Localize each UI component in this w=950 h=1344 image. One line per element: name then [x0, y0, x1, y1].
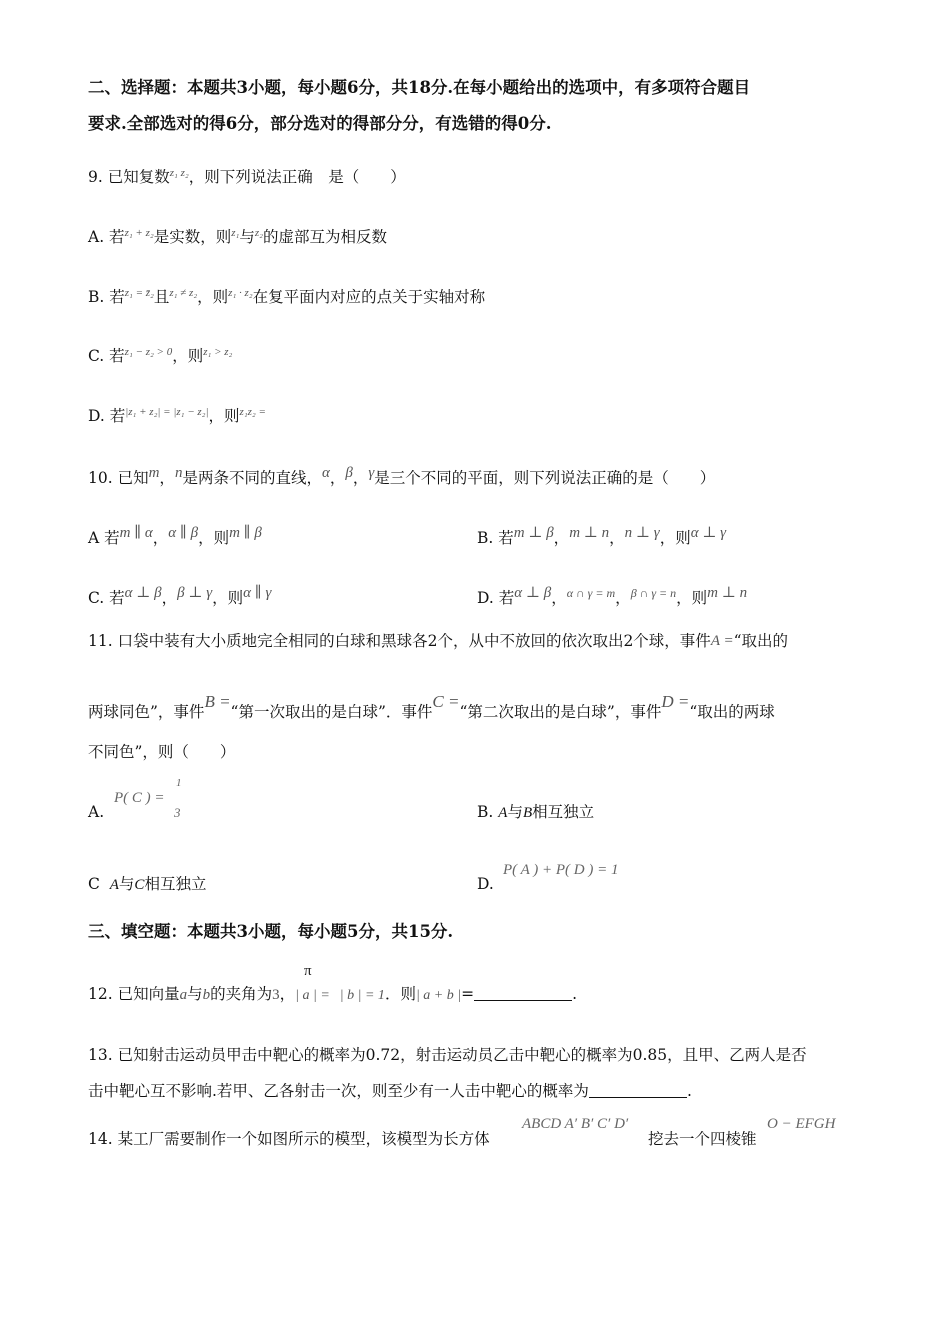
q10-a-math1: m ∥ α — [119, 525, 153, 541]
q14-math-pyramid: O − EFGH — [767, 1116, 836, 1132]
q10-b-comma1: ， — [553, 529, 570, 547]
q12-text-f: = — [461, 985, 475, 1003]
q10-b-label: B. 若 — [477, 529, 514, 547]
q10-math-alpha: α — [321, 465, 330, 481]
q11-option-b — [477, 802, 594, 823]
q10-d-math4: m ⊥ n — [707, 585, 748, 601]
q9-d-math1: |z₁ + z₂| = |z₁ − z₂| — [125, 406, 209, 418]
q9-a-end: 的虚部互为相反数 — [262, 228, 387, 246]
q11-line2 — [88, 692, 775, 722]
q11-a-frac-den: 3 — [174, 805, 181, 820]
q12-pi: π — [304, 963, 312, 979]
q9-a-math2: z₁ — [231, 227, 240, 239]
q9-d-then: ，则 — [208, 407, 240, 425]
q9-b-end: 在复平面内对应的点关于实轴对称 — [252, 288, 486, 306]
q10-stem-a: 10. 已知 — [88, 469, 149, 487]
q13-answer-blank[interactable] — [589, 1081, 687, 1098]
q11-a-frac-num: 1 — [176, 777, 182, 789]
q11-b-label: B. — [477, 803, 494, 821]
q12-math-abs-sum: | a + b | — [415, 988, 462, 1003]
q9-a-math3: z₂ — [254, 227, 263, 239]
q12-text-d: ， — [279, 985, 296, 1003]
q9-stem-text: 9. 已知复数 — [88, 168, 170, 186]
q10-c-then: ，则 — [212, 589, 244, 607]
section2-heading-line1: 二、选择题：本题共3小题，每小题6分，共18分.在每小题给出的选项中，有多项符合题目 — [88, 78, 751, 97]
q11-b-math-a: A — [498, 805, 508, 821]
q9-option-a — [88, 223, 387, 247]
q9-math-z12: z₁ z₂ — [169, 167, 189, 179]
q12-math-abs-b: | b | = 1 — [339, 988, 385, 1003]
q9-b-then: ，则 — [197, 288, 229, 306]
q10-d-comma1: ， — [551, 589, 567, 607]
q11-math-C: C = — [432, 692, 460, 711]
q10-b-math3: n ⊥ γ — [624, 525, 660, 541]
q10-option-c — [88, 583, 271, 608]
q10-b-comma2: ， — [609, 529, 625, 547]
q11-math-B: B = — [204, 692, 231, 711]
q11-math-D: D = — [661, 692, 690, 711]
q10-a-then: ，则 — [198, 529, 230, 547]
q10-option-a — [88, 523, 262, 548]
q14-text-b: 挖去一个四棱锥 — [648, 1130, 757, 1148]
q10-b-then: ，则 — [659, 529, 691, 547]
q10-a-comma: ， — [152, 529, 169, 547]
q11-line1 — [88, 631, 788, 651]
q11-a-pc: P( C ) = — [114, 790, 165, 806]
q12-text-e: ．则 — [384, 985, 416, 1003]
q9-option-c — [88, 342, 232, 366]
q10-c-comma: ， — [161, 589, 178, 607]
q10-option-b — [477, 523, 726, 548]
q11-b-end: 相互独立 — [532, 803, 595, 821]
q10-c-math2: β ⊥ γ — [177, 585, 213, 601]
q9-stem — [88, 163, 406, 187]
q9-b-math1: z₁ = z̄₂ — [124, 287, 154, 299]
q10-math-n: n — [174, 465, 183, 481]
q10-d-label: D. 若 — [477, 589, 515, 607]
q9-b-math2: z₁ ≠ z₂ — [169, 287, 198, 299]
section2-heading-line2: 要求.全部选对的得6分，部分选对的得部分分，有选错的得0分. — [88, 114, 552, 133]
q14-text-a: 14. 某工厂需要制作一个如图所示的模型，该模型为长方体 — [88, 1130, 490, 1148]
q10-a-math3: m ∥ β — [229, 525, 262, 541]
q10-stem-c: 是三个不同的平面，则下列说法正确的是（ ） — [374, 469, 716, 487]
q10-d-math3: β ∩ γ = n — [630, 586, 677, 600]
q9-a-mid: 是实数，则 — [153, 228, 232, 246]
q11-b-math-b: B — [522, 805, 533, 821]
q10-comma2: ， — [329, 469, 346, 487]
q11-line2-b: “第一次取出的是白球”．事件 — [230, 703, 433, 721]
q11-c-math-c: C — [134, 877, 145, 893]
q12-math-a: a — [179, 987, 188, 1003]
q9-a-and: 与 — [239, 228, 255, 246]
q13-line2-text: 击中靶心互不影响.若甲、乙各射击一次，则至少有一人击中靶心的概率为 — [88, 1082, 589, 1100]
q9-a-math1: z₁ + z₂ — [124, 227, 154, 239]
q10-comma3: ， — [352, 469, 369, 487]
q11-line2-a: 两球同色”，事件 — [88, 703, 205, 721]
q9-c-then: ，则 — [172, 347, 204, 365]
q11-line2-d: “取出的两球 — [689, 703, 775, 721]
q12-line — [88, 984, 577, 1006]
q10-a-label: A 若 — [88, 529, 120, 547]
q11-option-a-label: A. — [88, 803, 105, 821]
q10-math-beta: β — [345, 465, 353, 481]
q11-line1-end: “取出的 — [733, 632, 789, 650]
q10-b-math4: α ⊥ γ — [690, 525, 727, 541]
q12-text-b: 与 — [187, 985, 203, 1003]
q10-d-math1: α ⊥ β — [514, 585, 552, 601]
q10-math-gamma: γ — [368, 465, 375, 481]
q9-c-math1: z₁ − z₂ > 0 — [124, 346, 173, 358]
q10-c-math1: α ⊥ β — [124, 585, 162, 601]
q11-c-and: 与 — [118, 875, 135, 893]
q11-b-and: 与 — [507, 803, 523, 821]
q9-stem-end: ，则下列说法正确 是（ ） — [188, 168, 406, 186]
q9-b-label: B. 若 — [88, 288, 125, 306]
q10-a-math2: α ∥ β — [168, 525, 199, 541]
q9-option-d — [88, 402, 266, 426]
q9-b-mid: 且 — [153, 288, 170, 306]
q11-option-d-label: D. — [477, 875, 494, 893]
q11-c-math-a: A — [109, 877, 119, 893]
q12-math-three: 3 — [272, 987, 280, 1003]
q10-d-comma2: ， — [615, 589, 631, 607]
q13-line1: 13. 已知射击运动员甲击中靶心的概率为0.72，射击运动员乙击中靶心的概率为0.85，且甲、乙两人是否 — [88, 1046, 807, 1064]
q11-math-A: A = — [710, 633, 734, 649]
q11-option-c — [88, 874, 206, 895]
q9-b-math3: z₁ · z₂ — [228, 287, 253, 299]
q13-line2-end: . — [686, 1082, 692, 1100]
q12-math-abs-a: | a | = — [295, 988, 330, 1003]
q13-line2 — [88, 1081, 692, 1101]
q10-math-m: m — [148, 465, 160, 481]
q10-c-label: C. 若 — [88, 589, 125, 607]
q12-math-b: b — [202, 987, 211, 1003]
q11-d-math: P( A ) + P( D ) = 1 — [503, 862, 619, 878]
q9-c-label: C. 若 — [88, 347, 125, 365]
section3-heading: 三、填空题：本题共3小题，每小题5分，共15分. — [88, 922, 454, 941]
q10-d-math2: α ∩ γ = m — [566, 586, 616, 600]
q10-c-math3: α ∥ γ — [243, 585, 272, 601]
q11-c-end: 相互独立 — [144, 875, 207, 893]
q10-b-math2: m ⊥ n — [569, 525, 610, 541]
q11-line1-text: 11. 口袋中装有大小质地完全相同的白球和黑球各2个，从中不放回的依次取出2个球，事件 — [88, 632, 711, 650]
q9-d-math2: z₁z₂ = — [239, 406, 266, 418]
q9-option-b — [88, 283, 485, 307]
q10-stem-b: 是两条不同的直线， — [182, 469, 322, 487]
q12-text-a: 12. 已知向量 — [88, 985, 180, 1003]
q11-line2-c: “第二次取出的是白球”，事件 — [459, 703, 662, 721]
q12-text-end: . — [572, 985, 578, 1003]
q10-comma1: ， — [159, 469, 175, 487]
q9-a-label: A. 若 — [88, 228, 125, 246]
q10-stem — [88, 463, 715, 488]
q10-option-d — [477, 583, 747, 608]
q11-c-label: C — [88, 875, 100, 893]
q11-line3: 不同色”，则（ ） — [88, 743, 236, 761]
q10-b-math1: m ⊥ β — [513, 525, 554, 541]
q9-d-label: D. 若 — [88, 407, 126, 425]
q10-d-then: ，则 — [676, 589, 708, 607]
q14-math-box: ABCD A′ B′ C′ D′ — [522, 1116, 629, 1132]
q12-text-c: 的夹角为 — [210, 985, 273, 1003]
q12-answer-blank[interactable] — [474, 984, 572, 1001]
q9-c-math2: z₁ > z₂ — [203, 346, 233, 358]
